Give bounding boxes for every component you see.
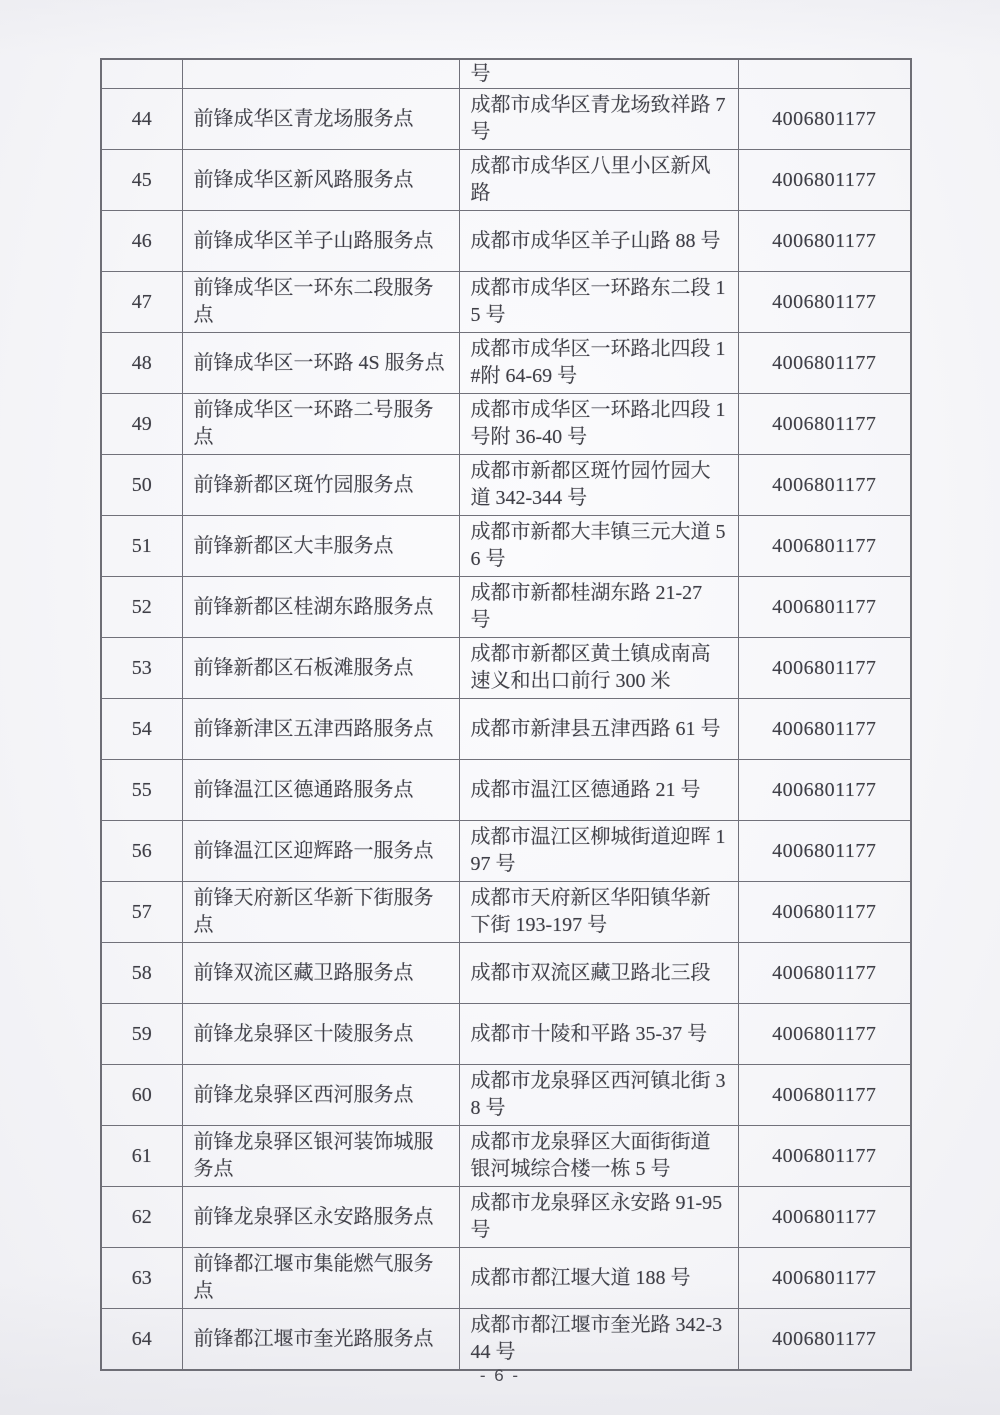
service-point-name-cell: 前锋龙泉驿区银河装饰城服务点 bbox=[182, 1126, 459, 1187]
table-row bbox=[101, 1065, 911, 1126]
table-row bbox=[101, 1004, 911, 1065]
phone-cell bbox=[738, 59, 911, 89]
phone-cell: 4006801177 bbox=[738, 1309, 911, 1371]
phone-cell: 4006801177 bbox=[738, 211, 911, 272]
table-row bbox=[101, 760, 911, 821]
phone-cell: 4006801177 bbox=[738, 699, 911, 760]
service-point-name-cell: 前锋天府新区华新下街服务点 bbox=[182, 882, 459, 943]
table-row bbox=[101, 638, 911, 699]
phone-cell: 4006801177 bbox=[738, 516, 911, 577]
phone-cell: 4006801177 bbox=[738, 943, 911, 1004]
address-cell: 成都市新都区斑竹园竹园大道 342-344 号 bbox=[459, 455, 738, 516]
phone-cell: 4006801177 bbox=[738, 1126, 911, 1187]
service-point-name-cell: 前锋成华区一环路二号服务点 bbox=[182, 394, 459, 455]
phone-cell: 4006801177 bbox=[738, 1187, 911, 1248]
address-cell: 成都市十陵和平路 35-37 号 bbox=[459, 1004, 738, 1065]
address-cell: 成都市都江堰市奎光路 342-344 号 bbox=[459, 1309, 738, 1371]
page-number: - 6 - bbox=[479, 1366, 521, 1385]
service-point-name-cell: 前锋成华区青龙场服务点 bbox=[182, 89, 459, 150]
service-point-name-cell: 前锋都江堰市集能燃气服务点 bbox=[182, 1248, 459, 1309]
table-row bbox=[101, 1126, 911, 1187]
table-row bbox=[101, 1248, 911, 1309]
address-cell: 成都市成华区一环路东二段 15 号 bbox=[459, 272, 738, 333]
row-number-cell: 61 bbox=[101, 1126, 182, 1187]
address-cell: 成都市新都大丰镇三元大道 56 号 bbox=[459, 516, 738, 577]
row-number-cell: 51 bbox=[101, 516, 182, 577]
phone-cell: 4006801177 bbox=[738, 455, 911, 516]
phone-cell: 4006801177 bbox=[738, 333, 911, 394]
address-cell: 成都市龙泉驿区大面街街道银河城综合楼一栋 5 号 bbox=[459, 1126, 738, 1187]
service-point-name-cell: 前锋温江区迎辉路一服务点 bbox=[182, 821, 459, 882]
row-number-cell: 44 bbox=[101, 89, 182, 150]
table-row-carryover bbox=[101, 59, 911, 89]
row-number-cell: 60 bbox=[101, 1065, 182, 1126]
phone-cell: 4006801177 bbox=[738, 1248, 911, 1309]
address-cell: 成都市成华区羊子山路 88 号 bbox=[459, 211, 738, 272]
phone-cell: 4006801177 bbox=[738, 394, 911, 455]
service-point-name-cell: 前锋温江区德通路服务点 bbox=[182, 760, 459, 821]
phone-cell: 4006801177 bbox=[738, 150, 911, 211]
service-point-name-cell bbox=[182, 59, 459, 89]
row-number-cell: 58 bbox=[101, 943, 182, 1004]
service-point-name-cell: 前锋成华区一环路 4S 服务点 bbox=[182, 333, 459, 394]
phone-cell: 4006801177 bbox=[738, 272, 911, 333]
table-row bbox=[101, 821, 911, 882]
phone-cell: 4006801177 bbox=[738, 638, 911, 699]
service-table-body bbox=[101, 59, 911, 1370]
table-row bbox=[101, 1309, 911, 1371]
row-number-cell: 52 bbox=[101, 577, 182, 638]
row-number-cell: 53 bbox=[101, 638, 182, 699]
row-number-cell: 49 bbox=[101, 394, 182, 455]
address-cell: 成都市成华区一环路北四段 1#附 64-69 号 bbox=[459, 333, 738, 394]
row-number-cell: 48 bbox=[101, 333, 182, 394]
table-row bbox=[101, 150, 911, 211]
table-row bbox=[101, 1187, 911, 1248]
address-cell: 成都市温江区德通路 21 号 bbox=[459, 760, 738, 821]
service-point-name-cell: 前锋新津区五津西路服务点 bbox=[182, 699, 459, 760]
address-cell: 成都市龙泉驿区永安路 91-95 号 bbox=[459, 1187, 738, 1248]
service-points-table bbox=[100, 58, 912, 1371]
table-row bbox=[101, 943, 911, 1004]
address-cell: 号 bbox=[459, 59, 738, 89]
table-row bbox=[101, 699, 911, 760]
row-number-cell: 63 bbox=[101, 1248, 182, 1309]
address-cell: 成都市新津县五津西路 61 号 bbox=[459, 699, 738, 760]
service-point-name-cell: 前锋龙泉驿区十陵服务点 bbox=[182, 1004, 459, 1065]
table-row bbox=[101, 272, 911, 333]
address-cell: 成都市成华区八里小区新风路 bbox=[459, 150, 738, 211]
service-point-name-cell: 前锋新都区斑竹园服务点 bbox=[182, 455, 459, 516]
table-row bbox=[101, 394, 911, 455]
phone-cell: 4006801177 bbox=[738, 1065, 911, 1126]
table-row bbox=[101, 577, 911, 638]
row-number-cell: 45 bbox=[101, 150, 182, 211]
row-number-cell: 59 bbox=[101, 1004, 182, 1065]
row-number-cell: 55 bbox=[101, 760, 182, 821]
table-row bbox=[101, 455, 911, 516]
service-point-name-cell: 前锋龙泉驿区西河服务点 bbox=[182, 1065, 459, 1126]
table-row bbox=[101, 211, 911, 272]
row-number-cell bbox=[101, 59, 182, 89]
address-cell: 成都市都江堰大道 188 号 bbox=[459, 1248, 738, 1309]
phone-cell: 4006801177 bbox=[738, 882, 911, 943]
phone-cell: 4006801177 bbox=[738, 760, 911, 821]
address-cell: 成都市新都桂湖东路 21-27 号 bbox=[459, 577, 738, 638]
row-number-cell: 64 bbox=[101, 1309, 182, 1371]
service-point-name-cell: 前锋新都区桂湖东路服务点 bbox=[182, 577, 459, 638]
service-point-name-cell: 前锋成华区新风路服务点 bbox=[182, 150, 459, 211]
phone-cell: 4006801177 bbox=[738, 1004, 911, 1065]
service-point-name-cell: 前锋成华区羊子山路服务点 bbox=[182, 211, 459, 272]
table-row bbox=[101, 882, 911, 943]
service-point-name-cell: 前锋成华区一环东二段服务点 bbox=[182, 272, 459, 333]
phone-cell: 4006801177 bbox=[738, 577, 911, 638]
address-cell: 成都市双流区藏卫路北三段 bbox=[459, 943, 738, 1004]
row-number-cell: 46 bbox=[101, 211, 182, 272]
address-cell: 成都市天府新区华阳镇华新下街 193-197 号 bbox=[459, 882, 738, 943]
address-cell: 成都市成华区一环路北四段 1 号附 36-40 号 bbox=[459, 394, 738, 455]
table-row bbox=[101, 516, 911, 577]
table-row bbox=[101, 333, 911, 394]
row-number-cell: 47 bbox=[101, 272, 182, 333]
service-point-name-cell: 前锋新都区石板滩服务点 bbox=[182, 638, 459, 699]
service-point-name-cell: 前锋龙泉驿区永安路服务点 bbox=[182, 1187, 459, 1248]
phone-cell: 4006801177 bbox=[738, 89, 911, 150]
service-point-name-cell: 前锋新都区大丰服务点 bbox=[182, 516, 459, 577]
address-cell: 成都市新都区黄土镇成南高速义和出口前行 300 米 bbox=[459, 638, 738, 699]
row-number-cell: 57 bbox=[101, 882, 182, 943]
row-number-cell: 54 bbox=[101, 699, 182, 760]
address-cell: 成都市龙泉驿区西河镇北街 38 号 bbox=[459, 1065, 738, 1126]
service-point-name-cell: 前锋双流区藏卫路服务点 bbox=[182, 943, 459, 1004]
table-row bbox=[101, 89, 911, 150]
service-point-name-cell: 前锋都江堰市奎光路服务点 bbox=[182, 1309, 459, 1371]
phone-cell: 4006801177 bbox=[738, 821, 911, 882]
address-cell: 成都市温江区柳城街道迎晖 197 号 bbox=[459, 821, 738, 882]
address-cell: 成都市成华区青龙场致祥路 7 号 bbox=[459, 89, 738, 150]
row-number-cell: 56 bbox=[101, 821, 182, 882]
row-number-cell: 62 bbox=[101, 1187, 182, 1248]
row-number-cell: 50 bbox=[101, 455, 182, 516]
